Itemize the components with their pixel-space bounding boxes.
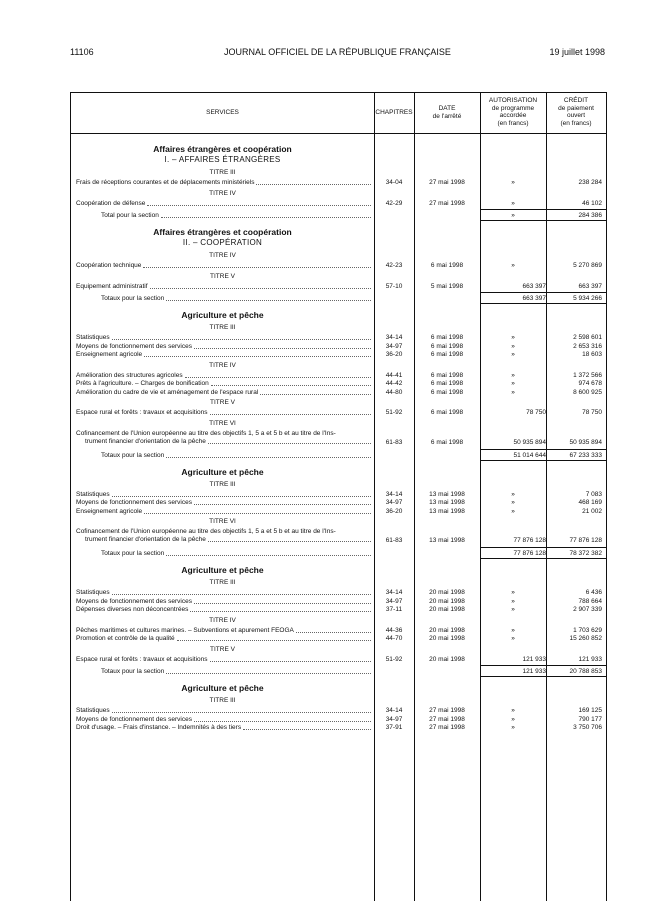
date-cell: 6 mai 1998 <box>430 371 464 379</box>
autorisation-cell: » <box>511 626 515 634</box>
titre-heading-text: TITRE V <box>210 399 235 406</box>
dot-leader <box>210 414 371 415</box>
service-label-continued: trument financier d'orientation de la pêche <box>85 437 206 445</box>
chapitre-cell: 34-97 <box>385 715 403 723</box>
journal-title: JOURNAL OFFICIEL DE LA RÉPUBLIQUE FRANÇAISE <box>224 47 451 57</box>
ministry-heading-text: Agriculture et pêche <box>181 466 264 477</box>
titre-heading <box>71 167 374 179</box>
service-label: Coopération technique <box>76 262 142 269</box>
dot-leader <box>260 394 371 395</box>
date-cell: 20 mai 1998 <box>429 626 465 634</box>
date-cell: 27 mai 1998 <box>429 707 465 714</box>
total-label: Totaux pour la section <box>101 550 165 557</box>
autorisation-cell: » <box>511 342 515 350</box>
titre-heading-text: TITRE IV <box>209 616 236 624</box>
date-cell: 20 mai 1998 <box>429 589 465 596</box>
dot-leader <box>208 541 371 542</box>
autorisation-cell: » <box>511 499 515 506</box>
chapitre-cell: 61-83 <box>385 537 403 544</box>
section-heading-text: I. – AFFAIRES ÉTRANGÈRES <box>164 155 281 164</box>
credit-cell: 7 083 <box>585 490 602 498</box>
autorisation-cell: » <box>511 724 515 731</box>
credit-cell: 78 750 <box>582 409 602 416</box>
titre-heading <box>71 250 374 262</box>
ministry-heading <box>71 310 374 322</box>
dot-leader <box>256 184 371 185</box>
table-row <box>71 508 606 517</box>
titre-heading-text: TITRE IV <box>209 252 236 259</box>
service-label: Statistiques <box>76 490 110 498</box>
dot-leader <box>210 661 371 662</box>
credit-total: 67 233 333 <box>569 451 602 459</box>
table-row <box>71 716 606 725</box>
autorisation-cell: » <box>511 388 515 396</box>
date-cell: 13 mai 1998 <box>429 507 465 515</box>
total-rule <box>480 547 606 548</box>
autorisation-cell: » <box>511 334 515 341</box>
header-autorisation-line: AUTORISATION <box>488 97 538 104</box>
chapitre-cell: 44-70 <box>385 635 403 642</box>
total-label: Totaux pour la section <box>101 295 165 302</box>
dot-leader <box>166 457 371 458</box>
dot-leader <box>194 603 371 604</box>
service-label: Amélioration du cadre de vie et aménagement de l'espace rural <box>76 388 259 396</box>
titre-heading-text: TITRE III <box>209 697 236 704</box>
autorisation-cell: » <box>511 371 515 379</box>
page-header <box>70 47 605 61</box>
header-autorisation-line: (en francs) <box>497 119 529 127</box>
total-rule <box>480 209 606 210</box>
date-cell: 13 mai 1998 <box>429 537 465 544</box>
ministry-heading <box>71 467 374 479</box>
total-row <box>71 294 606 305</box>
total-label: Total pour la section <box>101 212 159 219</box>
table-row <box>71 409 606 418</box>
dot-leader <box>161 217 371 218</box>
chapitre-cell: 42-29 <box>385 199 403 207</box>
credit-total: 284 386 <box>578 212 602 219</box>
credit-total: 78 372 382 <box>569 550 602 557</box>
service-label: Droit d'usage. – Frais d'instance. – Indemnités à des tiers <box>76 724 242 731</box>
autorisation-cell: 78 750 <box>526 409 546 416</box>
dot-leader <box>194 721 371 722</box>
total-rule <box>480 303 606 304</box>
credit-cell: 8 600 925 <box>573 388 602 396</box>
dot-leader <box>112 339 371 340</box>
chapitre-cell: 61-83 <box>385 438 403 446</box>
date-cell: 20 mai 1998 <box>429 606 465 613</box>
table-row <box>71 606 606 615</box>
titre-heading <box>71 516 374 528</box>
chapitre-cell: 44-41 <box>385 371 403 379</box>
service-label: Moyens de fonctionnement des services <box>76 597 192 605</box>
service-label: Espace rural et forêts : travaux et acquisitions <box>76 409 208 416</box>
header-chapitres: CHAPITRES <box>375 109 413 116</box>
titre-heading-text: TITRE III <box>209 324 236 331</box>
autorisation-cell: » <box>511 635 515 642</box>
titre-heading-text: TITRE IV <box>209 189 236 197</box>
credit-cell: 788 664 <box>578 597 602 605</box>
chapitre-cell: 34-14 <box>385 490 403 498</box>
header-credit-line: de paiement <box>558 104 594 112</box>
table-row <box>71 262 606 271</box>
chapitre-cell: 42-23 <box>385 262 403 269</box>
ministry-heading-text: Affaires étrangères et coopération <box>153 144 292 154</box>
autorisation-total: 663 397 <box>522 295 546 302</box>
date-cell: 6 mai 1998 <box>430 334 464 341</box>
dot-leader <box>194 348 371 349</box>
service-label: Pêches maritimes et cultures marines. – Subventions et apurement FEOGA <box>76 626 294 634</box>
credit-cell: 663 397 <box>578 282 602 290</box>
dot-leader <box>243 729 371 730</box>
credit-cell: 2 653 316 <box>573 342 602 350</box>
titre-heading <box>71 695 374 707</box>
autorisation-cell: 121 933 <box>522 655 546 663</box>
autorisation-total: » <box>511 212 515 219</box>
date-cell: 27 mai 1998 <box>429 179 465 186</box>
credit-total: 20 788 853 <box>569 668 602 675</box>
titre-heading-text: TITRE VI <box>209 518 236 525</box>
titre-heading-text: TITRE V <box>210 645 235 653</box>
table-body <box>71 139 606 733</box>
dot-leader <box>147 205 371 206</box>
total-rule <box>480 676 606 677</box>
chapitre-cell: 36-20 <box>385 351 403 358</box>
service-label: Statistiques <box>76 589 110 596</box>
ministry-heading-text: Agriculture et pêche <box>181 565 264 575</box>
date-cell: 6 mai 1998 <box>430 351 464 358</box>
service-label: Moyens de fonctionnement des services <box>76 342 192 350</box>
titre-heading <box>71 577 374 589</box>
titre-heading <box>71 479 374 491</box>
credit-cell: 21 002 <box>582 507 602 515</box>
chapitre-cell: 37-11 <box>385 606 403 613</box>
service-label: Frais de réceptions courantes et de déplacements ministériels <box>76 179 255 186</box>
dot-leader <box>211 385 371 386</box>
ministry-heading <box>71 565 374 577</box>
titre-heading-text: TITRE III <box>209 480 236 488</box>
titre-heading-text: TITRE III <box>209 579 236 586</box>
chapitre-cell: 34-14 <box>385 334 403 341</box>
service-label: Amélioration des structures agricoles <box>76 371 183 379</box>
chapitre-cell: 34-97 <box>385 499 403 506</box>
credit-cell: 1 703 629 <box>573 626 602 634</box>
total-row <box>71 667 606 678</box>
credit-cell: 790 177 <box>578 715 602 723</box>
chapitre-cell: 57-10 <box>385 282 403 290</box>
dot-leader <box>194 504 371 505</box>
total-rule <box>480 558 606 559</box>
chapitre-cell: 34-14 <box>385 707 403 714</box>
autorisation-cell: » <box>511 262 515 269</box>
service-label: Coopération de défense <box>76 199 146 207</box>
dot-leader <box>112 496 371 497</box>
chapitre-cell: 34-14 <box>385 589 403 596</box>
titre-heading <box>71 322 374 334</box>
autorisation-total: 121 933 <box>522 668 546 675</box>
table-row <box>71 627 606 636</box>
total-label: Totaux pour la section <box>101 451 165 459</box>
dot-leader <box>112 712 371 713</box>
autorisation-cell: » <box>511 589 515 596</box>
date-cell: 6 mai 1998 <box>430 438 464 446</box>
header-autorisation <box>480 97 546 127</box>
autorisation-cell: » <box>511 715 515 723</box>
date-cell: 6 mai 1998 <box>430 342 464 350</box>
total-rule <box>480 292 606 293</box>
chapitre-cell: 44-36 <box>385 626 403 634</box>
table-row <box>71 724 606 733</box>
ministry-heading-text: Affaires étrangères et coopération <box>153 227 292 237</box>
autorisation-cell: » <box>511 507 515 515</box>
chapitre-cell: 44-80 <box>385 388 403 396</box>
service-label: Statistiques <box>76 707 110 714</box>
autorisation-cell: » <box>511 179 515 186</box>
dot-leader <box>150 288 371 289</box>
total-label: Totaux pour la section <box>101 668 165 675</box>
credit-cell: 238 284 <box>578 179 602 186</box>
date-cell: 6 mai 1998 <box>430 380 464 387</box>
credit-cell: 77 876 128 <box>569 537 602 544</box>
table-row <box>71 343 606 352</box>
autorisation-cell: 663 397 <box>522 282 546 290</box>
service-label: Moyens de fonctionnement des services <box>76 715 192 723</box>
service-label: Moyens de fonctionnement des services <box>76 499 192 506</box>
credit-cell: 3 750 706 <box>573 724 602 731</box>
titre-heading <box>71 615 374 627</box>
credit-cell: 18 603 <box>582 351 602 358</box>
chapitre-cell: 37-91 <box>385 724 403 731</box>
total-row <box>71 549 606 560</box>
table-row <box>71 499 606 508</box>
autorisation-cell: » <box>511 597 515 605</box>
dot-leader <box>166 300 371 301</box>
autorisation-cell: 77 876 128 <box>513 537 546 544</box>
total-row <box>71 451 606 462</box>
chapitre-cell: 34-97 <box>385 342 403 350</box>
chapitre-cell: 51-92 <box>385 409 403 416</box>
credit-cell: 468 169 <box>578 499 602 506</box>
table-row <box>71 283 606 292</box>
table-row <box>71 334 606 343</box>
chapitre-cell: 34-04 <box>385 179 403 186</box>
credit-cell: 6 436 <box>585 589 602 596</box>
chapitre-cell: 44-42 <box>385 380 403 387</box>
section-heading <box>71 239 374 250</box>
dot-leader <box>208 443 371 444</box>
autorisation-cell: » <box>511 606 515 613</box>
autorisation-cell: 50 935 894 <box>513 438 546 446</box>
autorisation-cell: » <box>511 380 515 387</box>
credit-cell: 50 935 894 <box>569 438 602 446</box>
titre-heading <box>71 271 374 283</box>
section-heading-text: II. – COOPÉRATION <box>182 238 263 247</box>
dot-leader <box>166 555 371 556</box>
credit-total: 5 934 266 <box>573 295 602 302</box>
table-row <box>71 491 606 500</box>
date-cell: 13 mai 1998 <box>429 499 465 506</box>
credit-cell: 974 678 <box>578 380 602 387</box>
service-label: Cofinancement de l'Union européenne au titre des objectifs 1, 5 a et 5 b et au titre de l'Ins- <box>76 528 336 535</box>
ministry-heading-text: Agriculture et pêche <box>181 683 264 693</box>
dot-leader <box>112 594 371 595</box>
total-rule <box>480 449 606 450</box>
service-label-continued: trument financier d'orientation de la pêche <box>85 536 206 543</box>
header-credit-line: CRÉDIT <box>563 97 589 104</box>
credit-cell: 5 270 869 <box>573 262 602 269</box>
titre-heading <box>71 397 374 409</box>
credit-cell: 46 102 <box>582 199 602 207</box>
header-date-line: DATE <box>438 105 456 112</box>
chapitre-cell: 34-97 <box>385 597 403 605</box>
autorisation-cell: » <box>511 199 515 207</box>
autorisation-cell: » <box>511 707 515 714</box>
table-row <box>71 528 606 546</box>
header-credit <box>546 97 606 127</box>
page-number: 11106 <box>70 47 94 57</box>
titre-heading <box>71 644 374 656</box>
service-label: Enseignement agricole <box>76 351 143 358</box>
ministry-heading <box>71 683 374 695</box>
date-cell: 5 mai 1998 <box>430 282 464 290</box>
autorisation-cell: » <box>511 490 515 498</box>
table-row <box>71 430 606 448</box>
table-row <box>71 635 606 644</box>
titre-heading-text: TITRE IV <box>209 361 236 369</box>
total-rule <box>480 220 606 221</box>
credit-cell: 121 933 <box>578 655 602 663</box>
chapitre-cell: 51-92 <box>385 655 403 663</box>
date-cell: 13 mai 1998 <box>429 490 465 498</box>
titre-heading <box>71 360 374 372</box>
date-cell: 20 mai 1998 <box>429 597 465 605</box>
autorisation-total: 51 014 644 <box>513 451 546 459</box>
titre-heading <box>71 418 374 430</box>
dot-leader <box>144 356 371 357</box>
service-label: Espace rural et forêts : travaux et acquisitions <box>76 655 208 663</box>
table-row <box>71 707 606 716</box>
total-rule <box>480 460 606 461</box>
service-label: Prêts à l'agriculture. – Charges de bonification <box>76 380 209 387</box>
credit-cell: 169 125 <box>578 707 602 714</box>
dot-leader <box>185 377 371 378</box>
table-row <box>71 179 606 188</box>
table-row <box>71 589 606 598</box>
date-cell: 20 mai 1998 <box>429 635 465 642</box>
header-services: SERVICES <box>206 109 239 116</box>
header-date <box>414 105 480 120</box>
credit-cell: 2 907 339 <box>573 606 602 613</box>
total-rule <box>480 665 606 666</box>
header-credit-line: ouvert <box>566 112 586 119</box>
dot-leader <box>296 632 371 633</box>
date-cell: 27 mai 1998 <box>429 199 465 207</box>
date-cell: 6 mai 1998 <box>430 262 464 269</box>
table-row <box>71 389 606 398</box>
section-heading <box>71 156 374 167</box>
date-cell: 27 mai 1998 <box>429 715 465 723</box>
chapitre-cell: 36-20 <box>385 507 403 515</box>
total-row <box>71 211 606 222</box>
titre-heading-text: TITRE III <box>209 169 236 176</box>
service-label: Cofinancement de l'Union européenne au titre des objectifs 1, 5 a et 5 b et au titre de l'Ins- <box>76 429 336 437</box>
credit-cell: 15 260 852 <box>569 635 602 642</box>
dot-leader <box>143 267 371 268</box>
titre-heading-text: TITRE V <box>210 272 235 280</box>
table-row <box>71 380 606 389</box>
service-label: Equipement administratif <box>76 282 148 290</box>
ministry-heading-text: Agriculture et pêche <box>181 310 264 320</box>
dot-leader <box>190 611 371 612</box>
autorisation-cell: » <box>511 351 515 358</box>
titre-heading-text: TITRE VI <box>209 419 236 427</box>
date-cell: 20 mai 1998 <box>429 655 465 663</box>
credits-table <box>70 92 607 901</box>
credit-cell: 2 598 601 <box>573 334 602 341</box>
dot-leader <box>144 513 371 514</box>
table-row <box>71 351 606 360</box>
table-row <box>71 372 606 381</box>
dot-leader <box>166 673 371 674</box>
table-row <box>71 200 606 209</box>
service-label: Promotion et contrôle de la qualité <box>76 635 175 642</box>
autorisation-total: 77 876 128 <box>513 550 546 557</box>
table-header <box>71 93 606 134</box>
date-cell: 6 mai 1998 <box>430 388 464 396</box>
header-autorisation-line: accordée <box>499 112 527 119</box>
credit-cell: 1 372 566 <box>573 371 602 379</box>
service-label: Statistiques <box>76 334 110 341</box>
header-date-line: de l'arrêté <box>432 112 462 120</box>
header-credit-line: (en francs) <box>560 119 592 127</box>
date-cell: 27 mai 1998 <box>429 724 465 731</box>
header-autorisation-line: de programme <box>491 104 535 112</box>
table-row <box>71 656 606 665</box>
service-label: Dépenses diverses non déconcentrées <box>76 606 189 613</box>
titre-heading <box>71 188 374 200</box>
service-label: Enseignement agricole <box>76 507 143 515</box>
table-row <box>71 598 606 607</box>
dot-leader <box>177 640 371 641</box>
date-cell: 6 mai 1998 <box>430 409 464 416</box>
issue-date: 19 juillet 1998 <box>549 47 605 57</box>
